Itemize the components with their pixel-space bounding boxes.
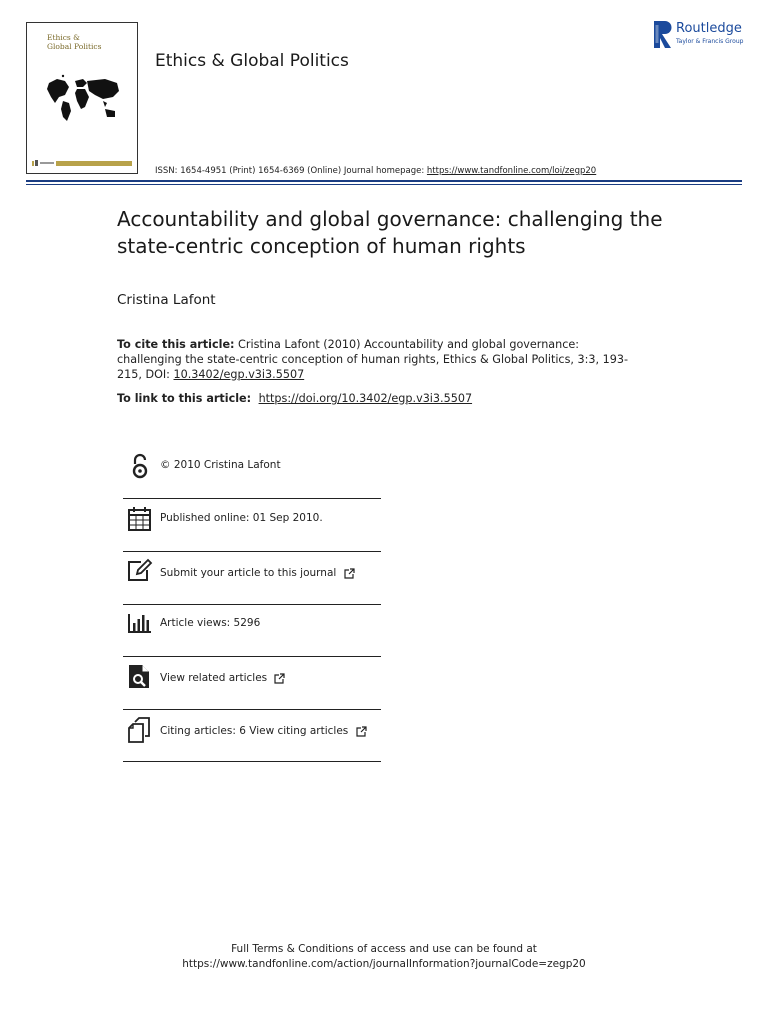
journal-homepage-link[interactable]: https://www.tandfonline.com/loi/zegp20 <box>426 166 597 176</box>
footer-line1: Full Terms & Conditions of access and use can be found at <box>231 943 537 955</box>
header-divider <box>26 180 742 182</box>
citing-text: Citing articles: 6 View citing articles <box>160 725 349 737</box>
external-link-icon <box>274 673 285 684</box>
publisher-subtitle: Taylor & Francis Group <box>676 38 744 45</box>
bar-chart-icon <box>127 611 153 639</box>
open-access-icon <box>127 452 153 480</box>
info-divider <box>123 498 381 499</box>
published-text: Published online: 01 Sep 2010. <box>160 512 323 524</box>
copyright-text: © 2010 Cristina Lafont <box>160 459 281 471</box>
info-divider <box>123 709 381 710</box>
article-views-text: Article views: 5296 <box>160 617 261 629</box>
cite-text: Cristina Lafont (2010) Accountability and global governance: challenging the state-centric conception of human rights, Ethics & Global Politics, 3:3, 193-215, DOI: <box>117 338 629 381</box>
publisher-logo <box>654 21 744 52</box>
issn-text: ISSN: 1654-4951 (Print) 1654-6369 (Online) Journal homepage: <box>155 166 427 176</box>
cover-logo-icon <box>34 159 56 167</box>
submit-text: Submit your article to this journal <box>160 567 337 579</box>
external-link-icon <box>344 568 355 579</box>
related-text: View related articles <box>160 672 268 684</box>
edit-icon <box>127 558 153 586</box>
info-divider <box>123 656 381 657</box>
terms-footer <box>0 942 768 972</box>
view-related-link[interactable] <box>160 672 285 684</box>
calendar-icon <box>127 505 153 533</box>
world-map-icon <box>45 73 123 125</box>
article-author: Cristina Lafont <box>117 292 216 308</box>
document-search-icon <box>127 663 153 691</box>
info-divider <box>123 604 381 605</box>
info-divider <box>123 761 381 762</box>
article-link-line <box>117 391 472 406</box>
link-label: To link to this article: <box>117 392 255 405</box>
footer-terms-link[interactable]: https://www.tandfonline.com/action/journalInformation?journalCode=zegp20 <box>182 958 586 970</box>
view-citing-link[interactable] <box>160 725 367 737</box>
routledge-logo-icon <box>654 21 672 48</box>
article-title: Accountability and global governance: challenging the state-centric conception of human rights <box>117 207 663 258</box>
external-link-icon <box>356 726 367 737</box>
cover-publisher-logo <box>34 159 56 167</box>
journal-cover <box>26 22 138 174</box>
header-divider-thin <box>26 184 742 185</box>
issn-line <box>155 166 596 176</box>
cover-title-line1: Ethics & <box>47 33 80 42</box>
citation-block <box>117 337 647 382</box>
article-doi-link[interactable]: https://doi.org/10.3402/egp.v3i3.5507 <box>258 392 473 405</box>
submit-article-link[interactable] <box>160 567 355 579</box>
cite-label: To cite this article: <box>117 338 235 351</box>
info-divider <box>123 551 381 552</box>
cover-title <box>47 33 132 51</box>
journal-name: Ethics & Global Politics <box>155 51 349 71</box>
publisher-brand: Routledge <box>676 21 742 36</box>
cover-title-line2: Global Politics <box>47 42 102 51</box>
citing-articles-icon <box>127 716 153 744</box>
cite-doi-link[interactable]: 10.3402/egp.v3i3.5507 <box>173 368 305 381</box>
